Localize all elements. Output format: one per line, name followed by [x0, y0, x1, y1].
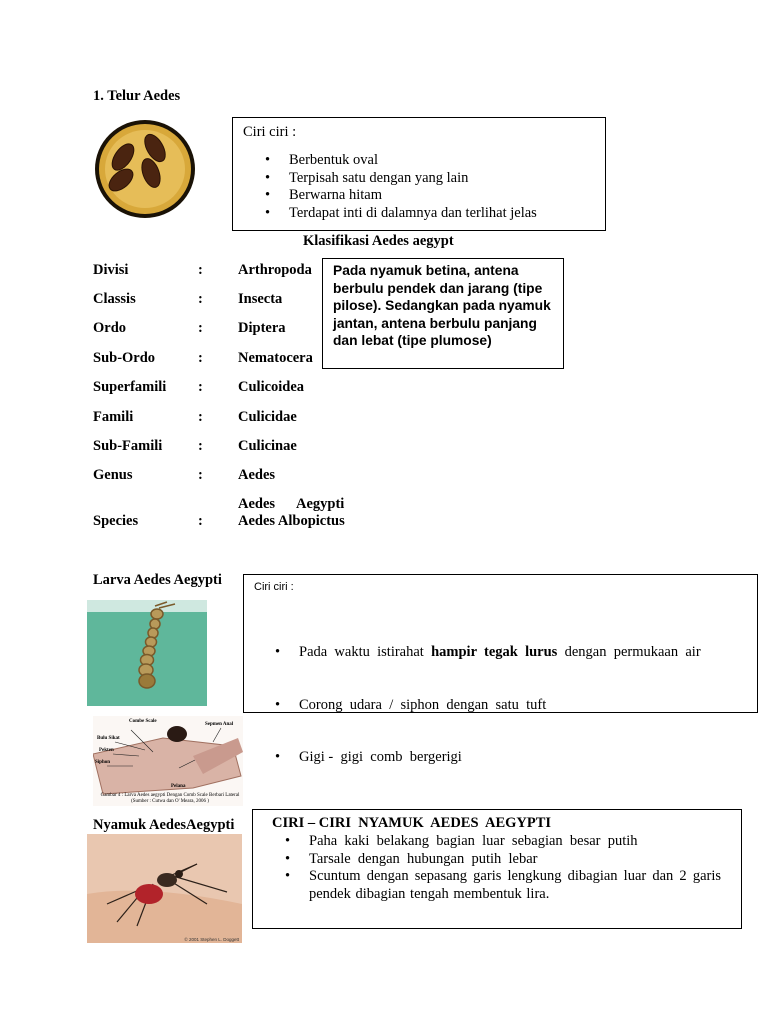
row-label: Classis — [93, 291, 136, 307]
row-value: Aedes — [238, 467, 276, 483]
adult-heading: Nyamuk AedesAegypti — [93, 817, 235, 833]
egg-traits-box — [232, 117, 606, 231]
list-item: • Berbentuk oval — [289, 152, 537, 170]
list-item — [299, 697, 701, 715]
row-label: Divisi — [93, 262, 129, 278]
classification-title: Klasifikasi Aedes aegypt — [303, 233, 454, 249]
diagram-label-comb: Combe Scale — [129, 719, 157, 724]
row-label: Sub-Ordo — [93, 350, 156, 366]
egg-traits-title: Ciri ciri : — [243, 124, 297, 140]
larva-photo — [87, 600, 207, 706]
species-label: Species — [93, 513, 139, 529]
row-label: Famili — [93, 409, 134, 425]
row-value: Culicidae — [238, 409, 297, 425]
mosquito-photo — [87, 834, 242, 943]
diagram-label-siphon: Siphon — [95, 760, 111, 765]
row-value: Diptera — [238, 320, 286, 336]
row-label: Ordo — [93, 320, 127, 336]
row-value: Arthropoda — [238, 262, 312, 278]
trait-text: dengan permukaan air — [557, 644, 701, 660]
larva-traits-title: Ciri ciri : — [254, 581, 294, 593]
antenna-note-box: Pada nyamuk betina, antena berbulu pendek dan jarang (tipe pilose). Sedangkan pada nyamuk jantan, antena berbulu panjang dan lebat (tipe plumose) — [322, 258, 564, 369]
row-value: Nematocera — [238, 350, 313, 366]
larva-heading: Larva Aedes Aegypti — [93, 572, 222, 588]
caption-line: (Sumber : Cutwa dan O' Meara, 2006 ) — [131, 799, 209, 804]
egg-image — [93, 118, 197, 220]
adult-traits-title: CIRI – CIRI NYAMUK AEDES AEGYPTI — [272, 815, 552, 831]
row-label: Sub-Famili — [93, 438, 163, 454]
row-colon: : — [198, 467, 203, 483]
diagram-label-pekten: Pekten — [99, 748, 114, 753]
adult-traits-list — [309, 833, 721, 903]
trait-text: Corong udara / siphon dengan satu tuft — [299, 696, 547, 713]
list-item: • Tarsale dengan hubungan putih lebar — [309, 851, 721, 869]
list-item: • Paha kaki belakang bagian luar sebagian besar putih — [309, 833, 721, 851]
list-item — [299, 644, 701, 662]
row-label: Superfamili — [93, 379, 167, 395]
diagram-label-saddle: Sepmen Anal — [205, 722, 234, 727]
row-colon: : — [198, 438, 203, 454]
trait-text: Gigi - gigi comb bergerigi — [299, 749, 462, 765]
diagram-label-pelana: Pelana — [171, 784, 186, 789]
species-value-2: Aedes Albopictus — [238, 513, 345, 529]
list-item: • Terdapat inti di dalamnya dan terlihat jelas — [289, 205, 537, 223]
egg-traits-list — [289, 152, 537, 222]
row-colon: : — [198, 513, 203, 529]
larva-traits-box — [243, 574, 758, 765]
photo-credit: © 2001 Stephen L. Doggett — [184, 937, 239, 942]
list-item: • Scuntum dengan sepasang garis lengkung dibagian luar dan 2 garis pendek dibagian tengah membentuk lira. — [309, 868, 721, 903]
list-item: • Terpisah satu dengan yang lain — [289, 170, 537, 188]
trait-emphasis: hampir tegak lurus — [431, 644, 558, 660]
row-colon: : — [198, 320, 203, 336]
diagram-label-hair: Bulu Sikat — [97, 736, 120, 741]
row-value: Insecta — [238, 291, 283, 307]
row-label: Genus — [93, 467, 133, 483]
row-colon: : — [198, 350, 203, 366]
row-value: Culicinae — [238, 438, 297, 454]
row-colon: : — [198, 291, 203, 307]
row-colon: : — [198, 379, 203, 395]
list-item: • Berwarna hitam — [289, 187, 537, 205]
caption-line: Gambar 4 : Larva Aedes aegypti Dengan Comb Scale Berbari Lateral — [100, 793, 240, 798]
trait-text: Pada waktu istirahat — [299, 644, 432, 660]
row-colon: : — [198, 262, 203, 278]
larva-diagram-caption — [95, 793, 245, 805]
egg-heading: 1. Telur Aedes — [93, 88, 181, 104]
adult-traits-box — [252, 809, 742, 929]
row-colon: : — [198, 409, 203, 425]
larva-traits-list — [299, 609, 701, 802]
species-value-1: Aedes Aegypti — [238, 496, 345, 512]
row-value: Culicoidea — [238, 379, 305, 395]
list-item — [299, 749, 701, 767]
